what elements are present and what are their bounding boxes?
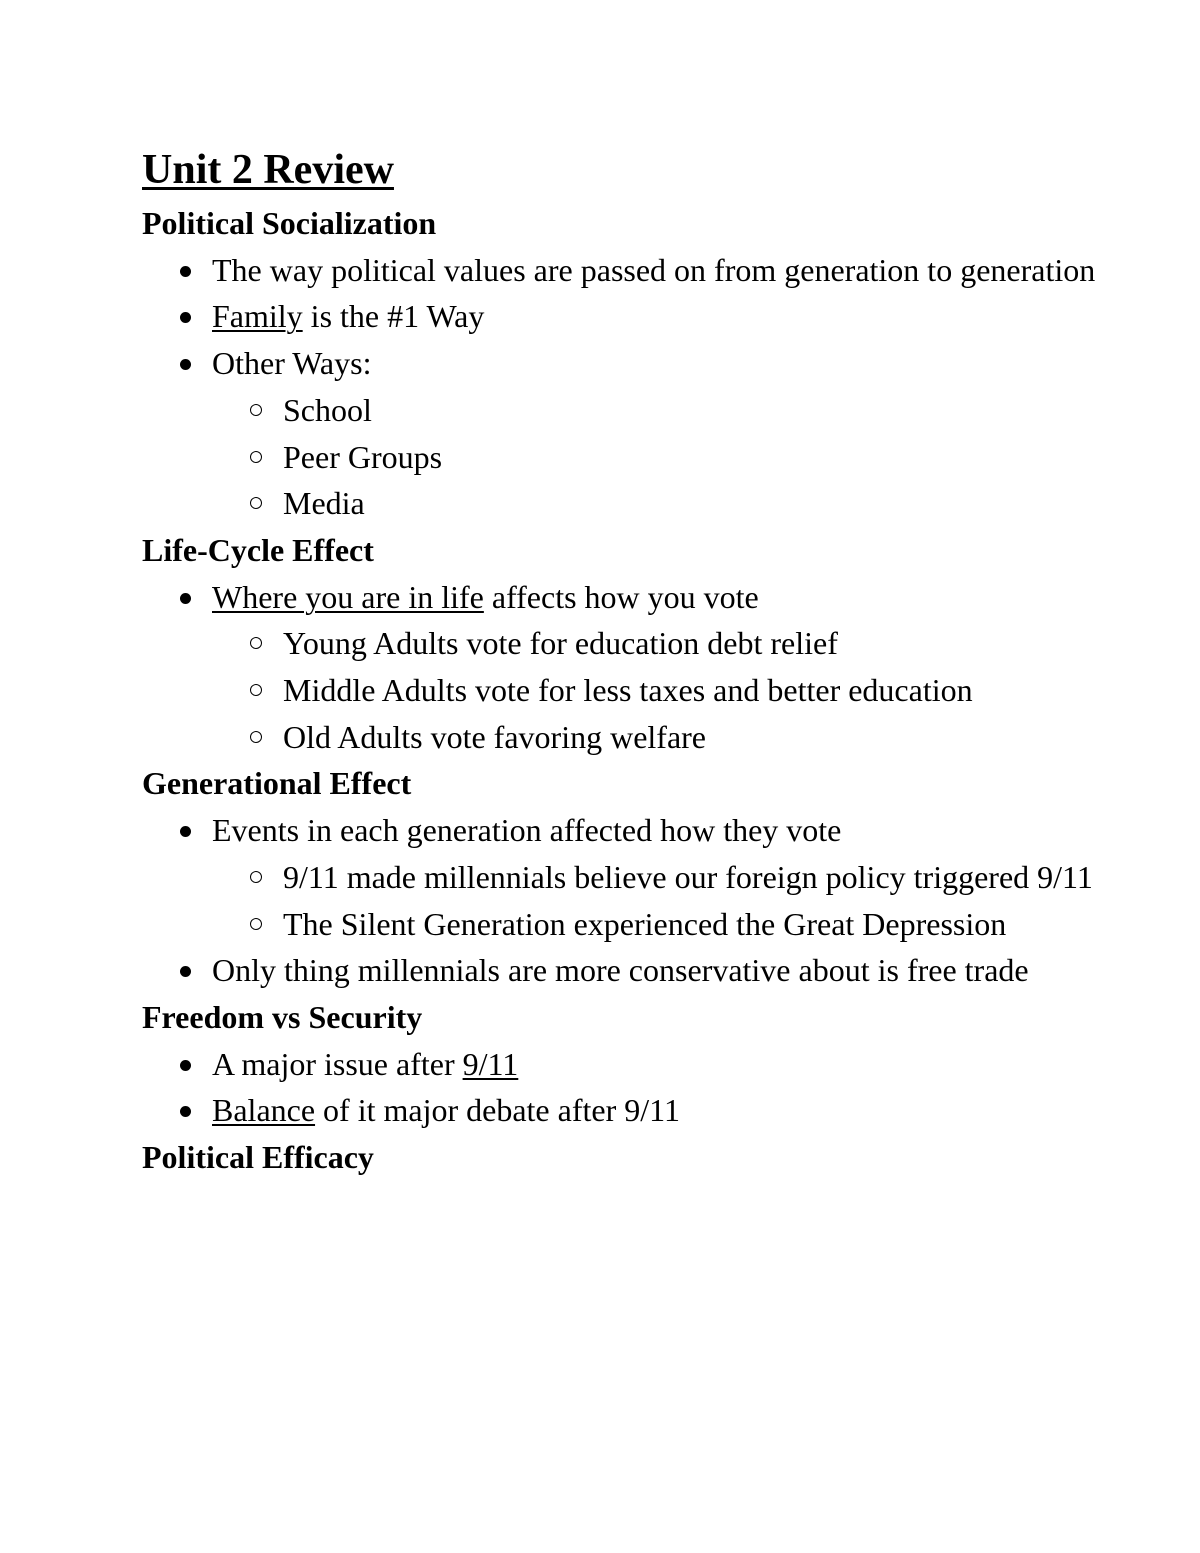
- underlined-term: Balance: [212, 1092, 316, 1129]
- sub-list-item: Peer Groups: [142, 434, 1102, 481]
- list-item: [142, 1041, 1102, 1088]
- list-generational-effect: [142, 807, 1102, 994]
- document-title: Unit 2 Review: [142, 147, 394, 193]
- list-item: [142, 1087, 1102, 1134]
- list-item: The way political values are passed on from generation to generation: [142, 247, 1102, 294]
- underlined-term: 9/11: [462, 1045, 519, 1082]
- list-item: Other Ways:: [142, 340, 1102, 387]
- sub-list-item: Middle Adults vote for less taxes and better education: [142, 667, 1102, 714]
- list-item-text: affects how you vote: [483, 578, 759, 615]
- sub-list-item: 9/11 made millennials believe our foreign policy triggered 9/11: [142, 854, 1102, 901]
- section-heading-political-efficacy: Political Efficacy: [142, 1139, 374, 1176]
- list-item: Events in each generation affected how they vote: [142, 807, 1102, 854]
- list-freedom-vs-security: [142, 1041, 1102, 1134]
- underlined-term: Family: [212, 298, 303, 335]
- section-heading-political-socialization: Political Socialization: [142, 205, 437, 241]
- list-life-cycle-effect: [142, 574, 1102, 761]
- sub-list-item: Media: [142, 480, 1102, 527]
- list-item: Only thing millennials are more conservative about is free trade: [142, 947, 1102, 994]
- document-body: [142, 142, 1102, 1181]
- sub-list-item: Old Adults vote favoring welfare: [142, 714, 1102, 761]
- sub-list-item: The Silent Generation experienced the Great Depression: [142, 901, 1102, 948]
- section-heading-freedom-vs-security: Freedom vs Security: [142, 998, 423, 1035]
- list-item-text: of it major debate after 9/11: [315, 1092, 680, 1129]
- sub-list-item: Young Adults vote for education debt relief: [142, 620, 1102, 667]
- list-political-socialization: [142, 247, 1102, 527]
- sub-list-item: School: [142, 387, 1102, 434]
- section-heading-life-cycle-effect: Life-Cycle Effect: [142, 531, 374, 568]
- list-item: [142, 574, 1102, 621]
- list-item: [142, 293, 1102, 340]
- list-item-text: is the #1 Way: [302, 298, 485, 335]
- section-heading-generational-effect: Generational Effect: [142, 765, 412, 802]
- underlined-term: Where you are in life: [212, 578, 484, 615]
- list-item-text: A major issue after: [212, 1045, 463, 1082]
